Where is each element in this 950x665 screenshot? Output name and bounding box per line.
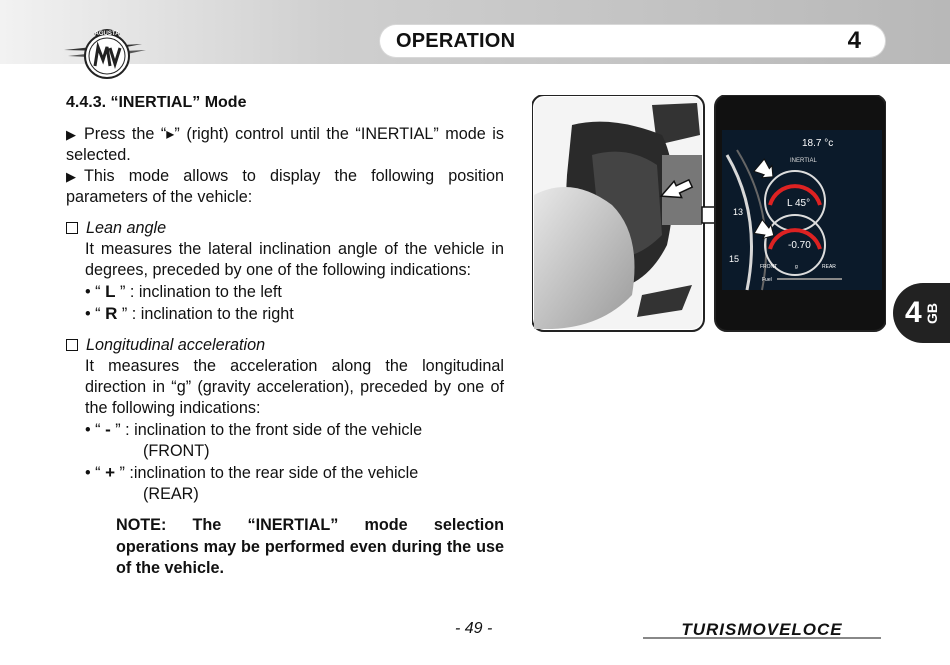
lean-angle-title: Lean angle: [86, 219, 167, 237]
dash-scale-a: 13: [733, 207, 744, 217]
dash-rear: REAR: [822, 264, 836, 270]
chapter-number: 4: [847, 27, 861, 54]
handlebar-control-photo: [532, 95, 704, 331]
tft-dashboard-photo: [715, 95, 886, 331]
lean-angle-desc: It measures the lateral inclination angle of the vehicle in degrees, preceded by one of the following indications:: [85, 240, 504, 279]
chapter-tab: [893, 283, 950, 343]
longitudinal-item: [66, 335, 504, 505]
main-text: [66, 92, 504, 580]
dash-lean: L 45°: [787, 198, 811, 209]
chapter-title-bar: [380, 25, 885, 57]
dash-scale-b: 15: [729, 254, 740, 264]
dash-fuel: Fuel: [762, 277, 772, 283]
dash-front: FRONT: [760, 264, 778, 270]
dash-mode: INERTIAL: [790, 158, 817, 164]
triangle-icon: ▶: [66, 127, 76, 142]
tab-chapter-number: 4: [905, 296, 922, 329]
triangle-icon: ▶: [66, 169, 76, 184]
longitudinal-title: Longitudinal acceleration: [86, 336, 266, 354]
long-bullet-rear-sub: (REAR): [143, 485, 199, 503]
dash-accel: -0.70: [788, 240, 811, 251]
lean-bullet-left: • “ L ” : inclination to the left: [85, 282, 282, 301]
intro-step-1: ▶ Press the “▸” (right) control until the “INERTIAL” mode is selected.: [66, 125, 504, 164]
checkbox-bullet-icon: [66, 339, 78, 351]
long-bullet-front: • “ - ” : inclination to the front side of the vehicle: [85, 420, 423, 439]
lean-angle-item: [66, 218, 504, 325]
tab-language: GB: [924, 303, 940, 324]
svg-text:AGUSTA: AGUSTA: [94, 31, 120, 37]
long-bullet-front-sub: (FRONT): [143, 442, 210, 460]
note: NOTE: The “INERTIAL” mode selection operations may be performed even during the use of the vehicle.: [116, 516, 504, 577]
dashboard-photo: [532, 95, 886, 333]
dash-g: g: [795, 264, 798, 270]
checkbox-bullet-icon: [66, 222, 78, 234]
long-bullet-rear: • “ + ” :inclination to the rear side of the vehicle: [85, 463, 419, 482]
intro-step-2: ▶ This mode allows to display the following position parameters of the vehicle:: [66, 167, 504, 206]
dash-temp: 18.7 °c: [802, 138, 834, 149]
longitudinal-desc: It measures the acceleration along the longitudinal direction in “g” (gravity acceleration), preceded by one of the following indications:: [85, 357, 504, 417]
turismo-veloce-logo: [638, 618, 886, 640]
page-title: OPERATION: [396, 30, 516, 52]
svg-text:TURISMOVELOCE: TURISMOVELOCE: [681, 620, 843, 639]
mv-agusta-logo: [62, 20, 148, 86]
section-title: 4.4.3. “INERTIAL” Mode: [66, 94, 247, 111]
lean-bullet-right: • “ R ” : inclination to the right: [85, 304, 294, 323]
page-number: - 49 -: [455, 620, 493, 637]
